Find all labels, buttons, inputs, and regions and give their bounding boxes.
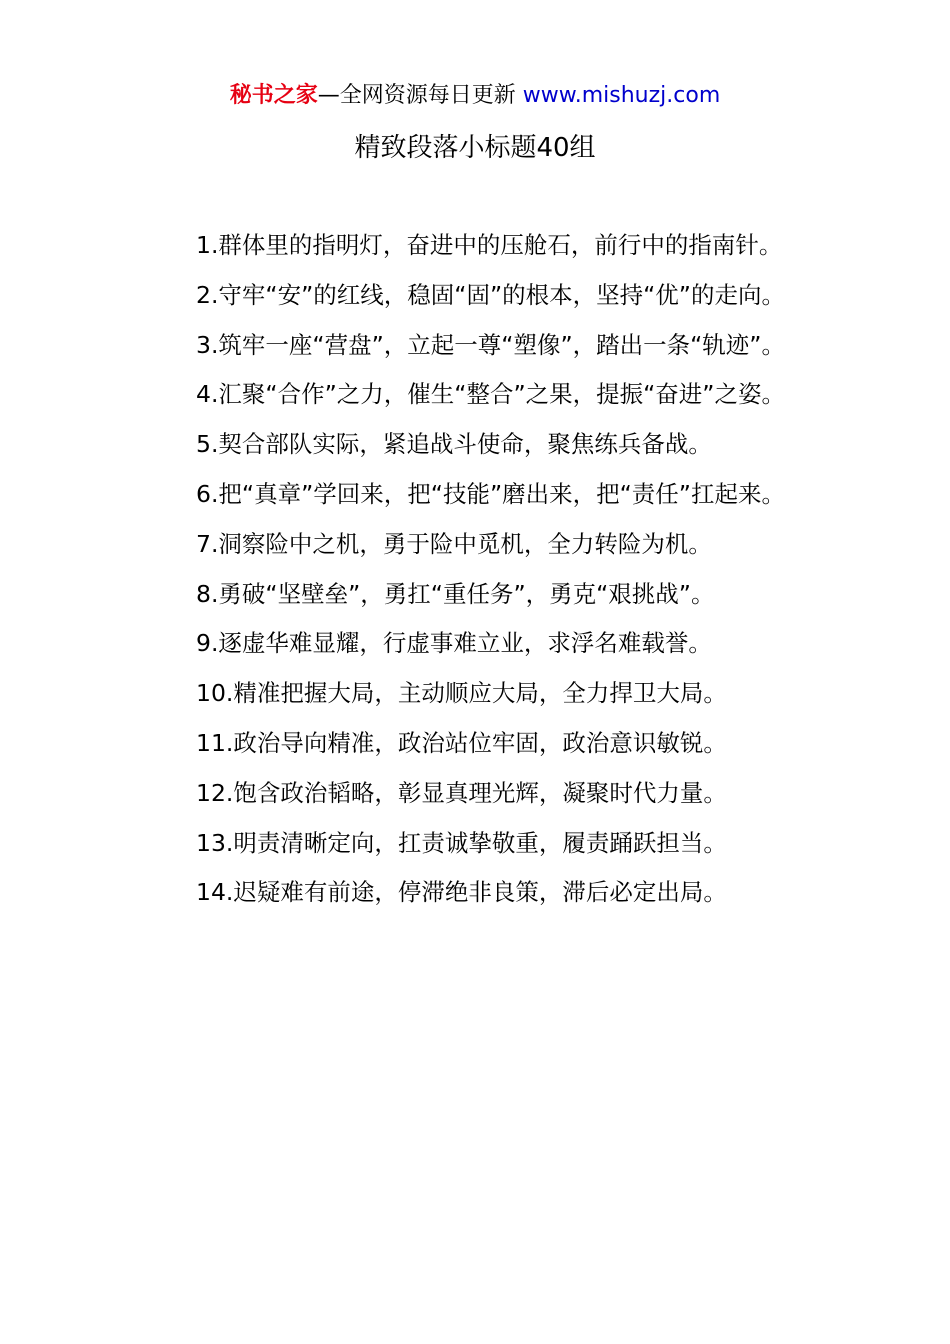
header-tagline: —全网资源每日更新 (317, 83, 523, 108)
brand-name: 秘书之家 (229, 83, 318, 108)
document-title: 精致段落小标题40组 (354, 133, 596, 163)
list-item: 9.逐虚华难显耀，行虚事难立业，求浮名难载誉。 (196, 629, 712, 658)
list-item: 2.守牢“安”的红线，稳固“固”的根本，坚持“优”的走向。 (196, 280, 785, 309)
list-item: 10.精准把握大局，主动顺应大局，全力捍卫大局。 (196, 679, 727, 708)
list-item: 3.筑牢一座“营盘”，立起一尊“塑像”，踏出一条“轨迹”。 (196, 330, 785, 359)
site-header (0, 80, 950, 112)
list-item: 14.迟疑难有前途，停滞绝非良策，滞后必定出局。 (196, 878, 727, 907)
list-item: 4.汇聚“合作”之力，催生“整合”之果，提振“奋进”之姿。 (196, 380, 785, 409)
list-item: 13.明责清晰定向，扛责诚挚敬重，履责踊跃担当。 (196, 828, 727, 857)
list-item: 1.群体里的指明灯，奋进中的压舱石，前行中的指南针。 (196, 231, 783, 259)
list-item: 8.勇破“坚壁垒”，勇扛“重任务”，勇克“艰挑战”。 (196, 579, 715, 608)
list-item: 11.政治导向精准，政治站位牢固，政治意识敏锐。 (196, 728, 727, 757)
list-item: 12.饱含政治韬略，彰显真理光辉，凝聚时代力量。 (196, 778, 727, 807)
list-item: 5.契合部队实际，紧追战斗使命，聚焦练兵备战。 (196, 430, 712, 459)
list-item: 6.把“真章”学回来，把“技能”磨出来，把“责任”扛起来。 (196, 479, 785, 508)
document-body (145, 221, 807, 918)
site-url-link[interactable]: www.mishuzj.com (522, 83, 721, 108)
list-item: 7.洞察险中之机，勇于险中觅机，全力转险为机。 (196, 529, 712, 558)
